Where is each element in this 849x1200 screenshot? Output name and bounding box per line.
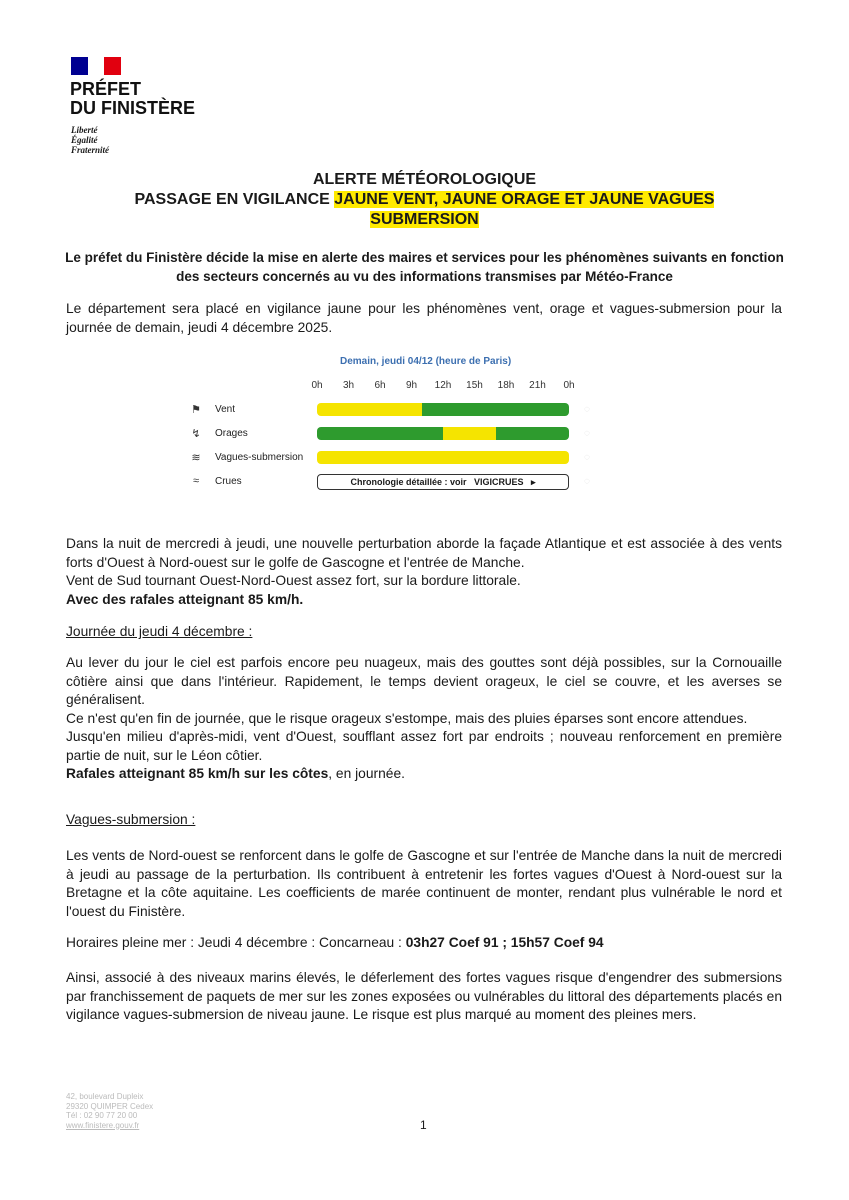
phenomenon-label: Vent — [215, 404, 236, 415]
time-tick: 0h — [563, 380, 575, 391]
time-tick: 9h — [405, 380, 418, 391]
time-tick: 18h — [497, 380, 515, 391]
phone: Tél : 02 90 77 20 00 — [66, 1111, 138, 1120]
text-line: Jusqu'en milieu d'après-midi, vent d'Ouest, soufflant assez fort par endroits ; nouveau renforcement en première partie de nuit, sur le Léon côtier. — [66, 729, 782, 763]
chart-title: Demain, jeudi 04/12 (heure de Paris) — [340, 356, 512, 367]
alert-subtitle — [60, 190, 789, 210]
paragraph — [66, 654, 782, 784]
subtitle-plain: PASSAGE EN VIGILANCE — [134, 191, 335, 208]
vigilance-segment-green — [317, 427, 443, 440]
org-line1: PRÉFET — [70, 79, 142, 99]
phenomenon-label: Crues — [215, 476, 242, 487]
vigilance-segment-yellow — [317, 451, 569, 464]
section-heading: Journée du jeudi 4 décembre : — [66, 624, 253, 639]
hidden-eye-icon[interactable]: ◌ — [584, 452, 590, 463]
vigicrues-link-button[interactable] — [317, 474, 569, 490]
vigilance-segment-yellow — [317, 403, 422, 416]
vigilance-segment-yellow — [443, 427, 496, 440]
paragraph: Les vents de Nord-ouest se renforcent dans le golfe de Gascogne et sur l'entrée de Manche dans la nuit de mercredi à jeudi au passage de la perturbation. Ils contribuent à entretenir les fortes vagues d'Ouest à Nord-ouest sur la Bretagne et la côte aquitaine. Les coefficients de marée continuent de monter, rendant plus vulnérable le nord et l'ouest du Finistère. — [66, 848, 782, 919]
text-line — [66, 765, 782, 784]
tide-info — [66, 934, 782, 953]
time-tick: 15h — [466, 380, 483, 391]
motto-line: Fraternité — [71, 145, 110, 155]
bold-text: Rafales atteignant 85 km/h sur les côtes — [66, 766, 329, 781]
waves-icon: ≋ — [191, 452, 201, 464]
time-tick: 3h — [342, 380, 355, 391]
hidden-eye-icon[interactable]: ◌ — [584, 476, 590, 487]
phenomenon-label: Orages — [215, 428, 248, 439]
org-line2: DU FINISTÈRE — [70, 98, 196, 118]
footer-address — [66, 1092, 153, 1130]
hidden-eye-icon[interactable]: ◌ — [584, 404, 590, 415]
time-tick: 0h — [311, 380, 323, 391]
vigilance-bar — [317, 403, 569, 416]
marianne-flag-logo — [71, 57, 121, 75]
motto-line: Liberté — [71, 125, 98, 135]
vigilance-segment-green — [496, 427, 570, 440]
gust-text: Avec des rafales atteignant 85 km/h. — [66, 591, 304, 607]
address-line: 29320 QUIMPER Cedex — [66, 1101, 154, 1111]
text-line: Vent de Sud tournant Ouest-Nord-Ouest assez fort, sur la bordure littorale. — [66, 573, 521, 588]
text-line: Au lever du jour le ciel est parfois encore peu nuageux, mais des gouttes sont déjà possibles, sur la Cornouaille côtière ainsi que dans l'intérieur. Rapidement, le temps devient orageux, le ciel se couvre, et les averses se généralisent. — [66, 655, 782, 707]
wind-icon: ⚑ — [191, 404, 201, 416]
subtitle-highlight: JAUNE VENT, JAUNE ORAGE ET JAUNE VAGUES — [334, 191, 715, 208]
intro-text: Le préfet du Finistère décide la mise en alerte des maires et services pour les phénomènes suivants en fonction des secteurs concernés au vu des informations transmises par Météo-France — [65, 250, 784, 284]
website-link[interactable]: www.finistere.gouv.fr — [66, 1120, 140, 1130]
paragraph: Le département sera placé en vigilance jaune pour les phénomènes vent, orage et vagues-submersion pour la journée de demain, jeudi 4 décembre 2025. — [66, 301, 782, 335]
chrono-text: Chronologie détaillée : voir — [350, 477, 467, 487]
phenomenon-label: Vagues-submersion — [215, 452, 304, 463]
time-tick: 12h — [434, 380, 452, 391]
paragraph: Ainsi, associé à des niveaux marins élevés, le déferlement des fortes vagues risque d'engendrer des submersions par franchissement de paquets de mer sur les zones exposées ou vulnérables du littoral des départements placés en vigilance vagues-submersion de niveau jaune. Le risque est plus marqué au moment des pleines mers. — [66, 970, 782, 1022]
motto-line: Égalité — [71, 135, 98, 145]
tide-values: 03h27 Coef 91 ; 15h57 Coef 94 — [405, 935, 604, 950]
hidden-eye-icon[interactable]: ◌ — [584, 428, 590, 439]
address-line: 42, boulevard Dupleix — [66, 1092, 144, 1101]
text: , en journée. — [328, 766, 405, 781]
paragraph — [66, 535, 782, 609]
vigilance-bar — [317, 427, 569, 440]
text-line: Dans la nuit de mercredi à jeudi, une nouvelle perturbation aborde la façade Atlantique et est associée à des vents forts d'Ouest à Nord-ouest sur le golfe de Gascogne et l'entrée de Manche. — [66, 536, 782, 570]
section-heading: Vagues-submersion : — [66, 812, 196, 827]
tide-label: Horaires pleine mer : Jeudi 4 décembre : Concarneau : — [66, 935, 406, 950]
vigilance-bar — [317, 451, 569, 464]
page-number: 1 — [420, 1118, 427, 1132]
motto — [71, 125, 109, 155]
arrow-right-icon: ▸ — [531, 477, 536, 487]
alert-title: ALERTE MÉTÉOROLOGIQUE — [312, 171, 537, 188]
subtitle-highlight: SUBMERSION — [370, 211, 479, 228]
vigilance-chart — [180, 350, 610, 495]
time-tick: 6h — [374, 380, 386, 391]
text-line: Ce n'est qu'en fin de journée, que le risque orageux s'estompe, mais des pluies éparses sont encore attendues. — [66, 710, 748, 726]
flood-icon: ≈ — [192, 475, 200, 487]
subtitle-line3 — [60, 210, 789, 230]
vigicrues-label: VIGICRUES — [473, 477, 524, 487]
time-tick: 21h — [529, 380, 546, 391]
prefecture-name — [70, 80, 195, 118]
lightning-icon: ↯ — [191, 428, 201, 440]
vigilance-segment-green — [422, 403, 569, 416]
